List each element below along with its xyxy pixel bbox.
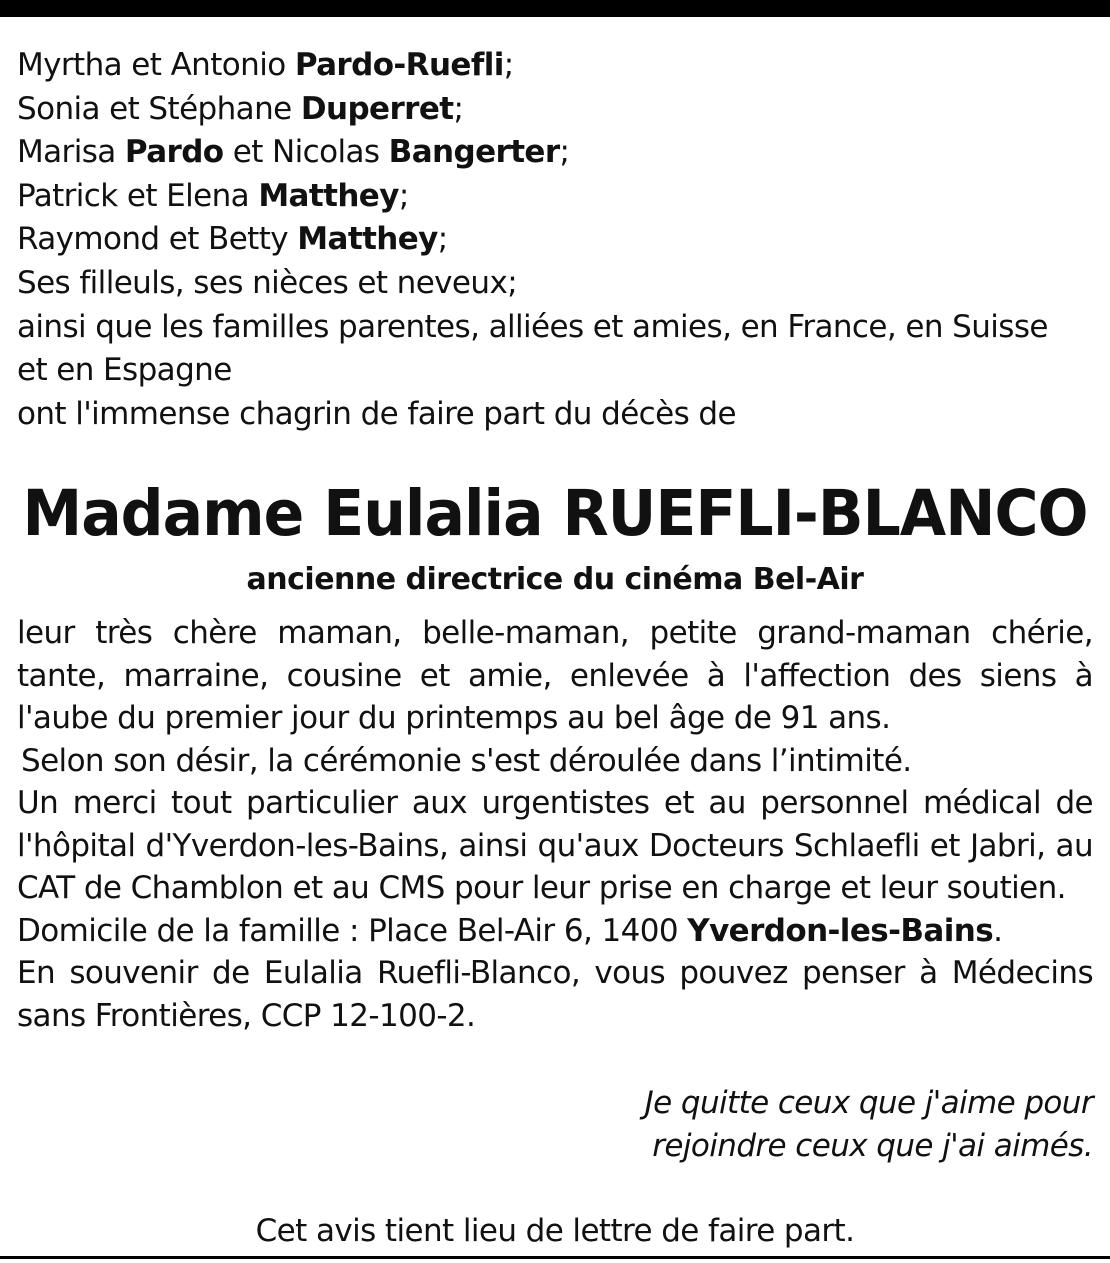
quote-line: rejoindre ceux que j'ai aimés. — [652, 1128, 1093, 1165]
family-line — [17, 175, 1093, 219]
domicile-paragraph — [17, 910, 1093, 953]
family-list — [17, 44, 1093, 436]
donation-paragraph: En souvenir de Eulalia Ruefli-Blanco, vous pouvez penser à Médecins sans Frontières, CCP 12-100-2. — [17, 955, 1093, 1034]
family-line — [17, 88, 1093, 132]
family-surname: Pardo-Ruefli — [294, 47, 504, 83]
punctuation: ; — [398, 177, 409, 214]
domicile-city: Yverdon-les-Bains — [687, 912, 994, 949]
ceremony-paragraph: Selon son désir, la cérémonie s'est déroulée dans l’intimité. — [21, 742, 912, 779]
family-surname: Pardo — [124, 134, 224, 171]
thanks-paragraph: Un merci tout particulier aux urgentistes et au personnel médical de l'hôpital d'Yverdon-les-Bains, ainsi qu'aux Docteurs Schlaefli et Jabri, au CAT de Chamblon et au CMS pour leur prise en charge et leur soutien. — [17, 785, 1093, 907]
family-names: Marisa — [17, 134, 125, 171]
memorial-quote — [17, 1082, 1093, 1168]
tribute-paragraph: leur très chère maman, belle-maman, petite grand-maman chérie, tante, marraine, cousine et amie, enlevée à l'affection des siens à l'aube du premier jour du printemps au bel âge de 91 ans. — [17, 615, 1093, 737]
top-rule — [0, 0, 1110, 17]
family-line — [17, 218, 1093, 262]
punctuation: ; — [453, 90, 464, 127]
family-surname: Matthey — [258, 177, 399, 214]
family-line: ainsi que les familles parentes, alliées et amies, en France, en Suisse — [17, 308, 1048, 345]
bottom-rule — [0, 1256, 1110, 1259]
family-line — [17, 44, 1093, 88]
death-notice — [17, 44, 1093, 1253]
deceased-role: ancienne directrice du cinéma Bel-Air — [246, 562, 864, 598]
punctuation: ; — [559, 134, 570, 171]
family-surname: Duperret — [300, 90, 454, 127]
family-names: Patrick et Elena — [17, 177, 259, 214]
family-line: et en Espagne — [17, 352, 232, 389]
family-names: et Nicolas — [223, 134, 389, 171]
family-names: Myrtha et Antonio — [17, 47, 295, 83]
notice-body — [17, 612, 1093, 1037]
quote-line: Je quitte ceux que j'aime pour — [644, 1085, 1093, 1122]
punctuation: . — [993, 912, 1003, 949]
family-names: Sonia et Stéphane — [17, 90, 301, 127]
family-surname: Matthey — [297, 221, 438, 258]
punctuation: ; — [437, 221, 448, 258]
family-line: Ses filleuls, ses nièces et neveux; — [17, 264, 518, 301]
family-line: ont l'immense chagrin de faire part du décès de — [17, 395, 736, 432]
deceased-name: Madame Eulalia RUEFLI-BLANCO — [22, 477, 1088, 552]
family-line — [17, 131, 1093, 175]
family-names: Raymond et Betty — [17, 221, 298, 258]
family-surname: Bangerter — [388, 134, 560, 171]
domicile-address: Domicile de la famille : Place Bel-Air 6, 1400 — [17, 912, 688, 949]
closing-note: Cet avis tient lieu de lettre de faire part. — [255, 1213, 855, 1250]
punctuation: ; — [503, 47, 514, 83]
